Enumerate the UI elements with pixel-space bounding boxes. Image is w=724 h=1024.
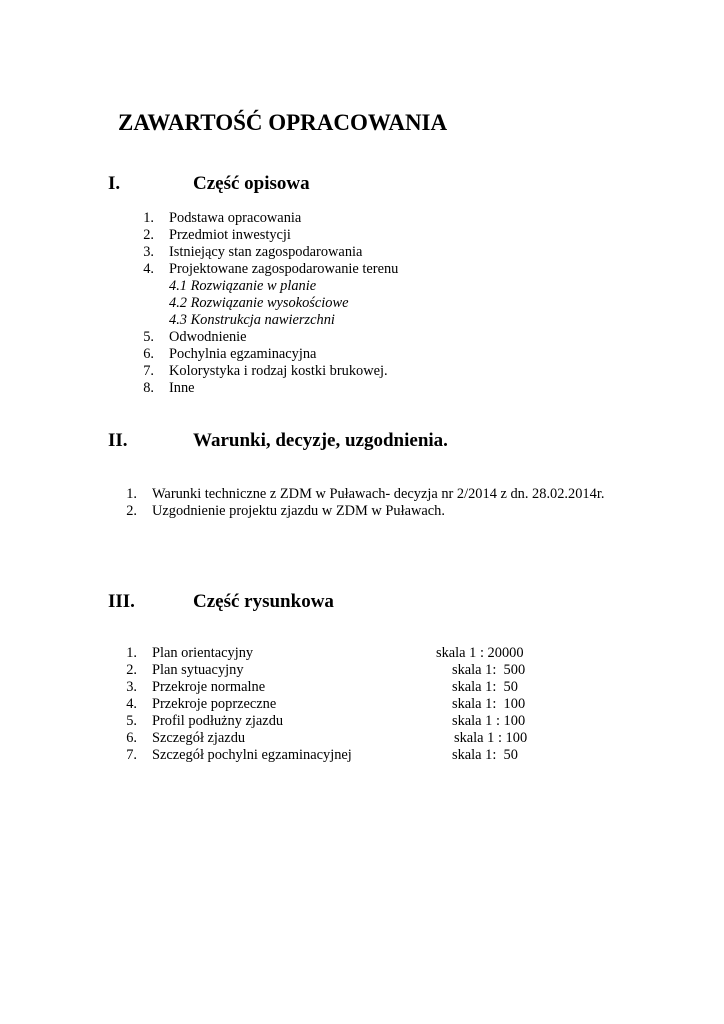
scale-label: skala 1 : 20000 <box>436 645 524 661</box>
drawing-item: 7. Szczegół pochylni egzaminacyjnej skala 1: 50 <box>126 747 518 763</box>
scale-label: skala 1: 500 <box>452 662 526 678</box>
drawing-item: 5. Profil podłużny zjazdu skala 1 : 100 <box>126 713 526 729</box>
scale-label: skala 1: 50 <box>452 679 518 695</box>
list-subitem: 4.2 Rozwiązanie wysokościowe <box>169 295 349 311</box>
section-number: I. <box>108 173 121 194</box>
list-item: 2. Uzgodnienie projektu zjazdu w ZDM w Puławach. <box>126 503 445 519</box>
list-item: 1. Warunki techniczne z ZDM w Puławach- decyzja nr 2/2014 z dn. 28.02.2014r. <box>126 486 605 502</box>
section-2-list <box>115 486 675 520</box>
scale-label: skala 1: 100 <box>452 696 526 712</box>
scale-label: skala 1 : 100 <box>452 713 526 729</box>
drawing-item: 1. Plan orientacyjny skala 1 : 20000 <box>126 645 524 661</box>
section-name: Część rysunkowa <box>193 591 334 612</box>
section-number: III. <box>108 591 135 612</box>
list-item: 3. Istniejący stan zagospodarowania <box>143 244 363 260</box>
scale-label: skala 1 : 100 <box>454 730 528 746</box>
list-item: 4. Projektowane zagospodarowanie terenu <box>143 261 399 277</box>
list-item: 8. Inne <box>143 380 195 396</box>
section-name: Część opisowa <box>193 173 310 194</box>
list-subitem: 4.3 Konstrukcja nawierzchni <box>169 312 335 328</box>
drawing-item: 6. Szczegół zjazdu skala 1 : 100 <box>126 730 528 746</box>
list-item: 6. Pochylnia egzaminacyjna <box>143 346 317 362</box>
section-3-list <box>115 645 575 764</box>
section-1-list <box>130 210 530 397</box>
document-title: ZAWARTOŚĆ OPRACOWANIA <box>118 110 448 135</box>
drawing-item: 2. Plan sytuacyjny skala 1: 500 <box>126 662 526 678</box>
list-item: 2. Przedmiot inwestycji <box>143 227 291 243</box>
drawing-item: 4. Przekroje poprzeczne skala 1: 100 <box>126 696 526 712</box>
list-item: 1. Podstawa opracowania <box>143 210 302 226</box>
list-subitem: 4.1 Rozwiązanie w planie <box>169 278 317 294</box>
scale-label: skala 1: 50 <box>452 747 518 763</box>
drawing-item: 3. Przekroje normalne skala 1: 50 <box>126 679 518 695</box>
section-name: Warunki, decyzje, uzgodnienia. <box>193 430 448 451</box>
list-item: 5. Odwodnienie <box>143 329 247 345</box>
list-item: 7. Kolorystyka i rodzaj kostki brukowej. <box>143 363 388 379</box>
section-number: II. <box>108 430 128 451</box>
